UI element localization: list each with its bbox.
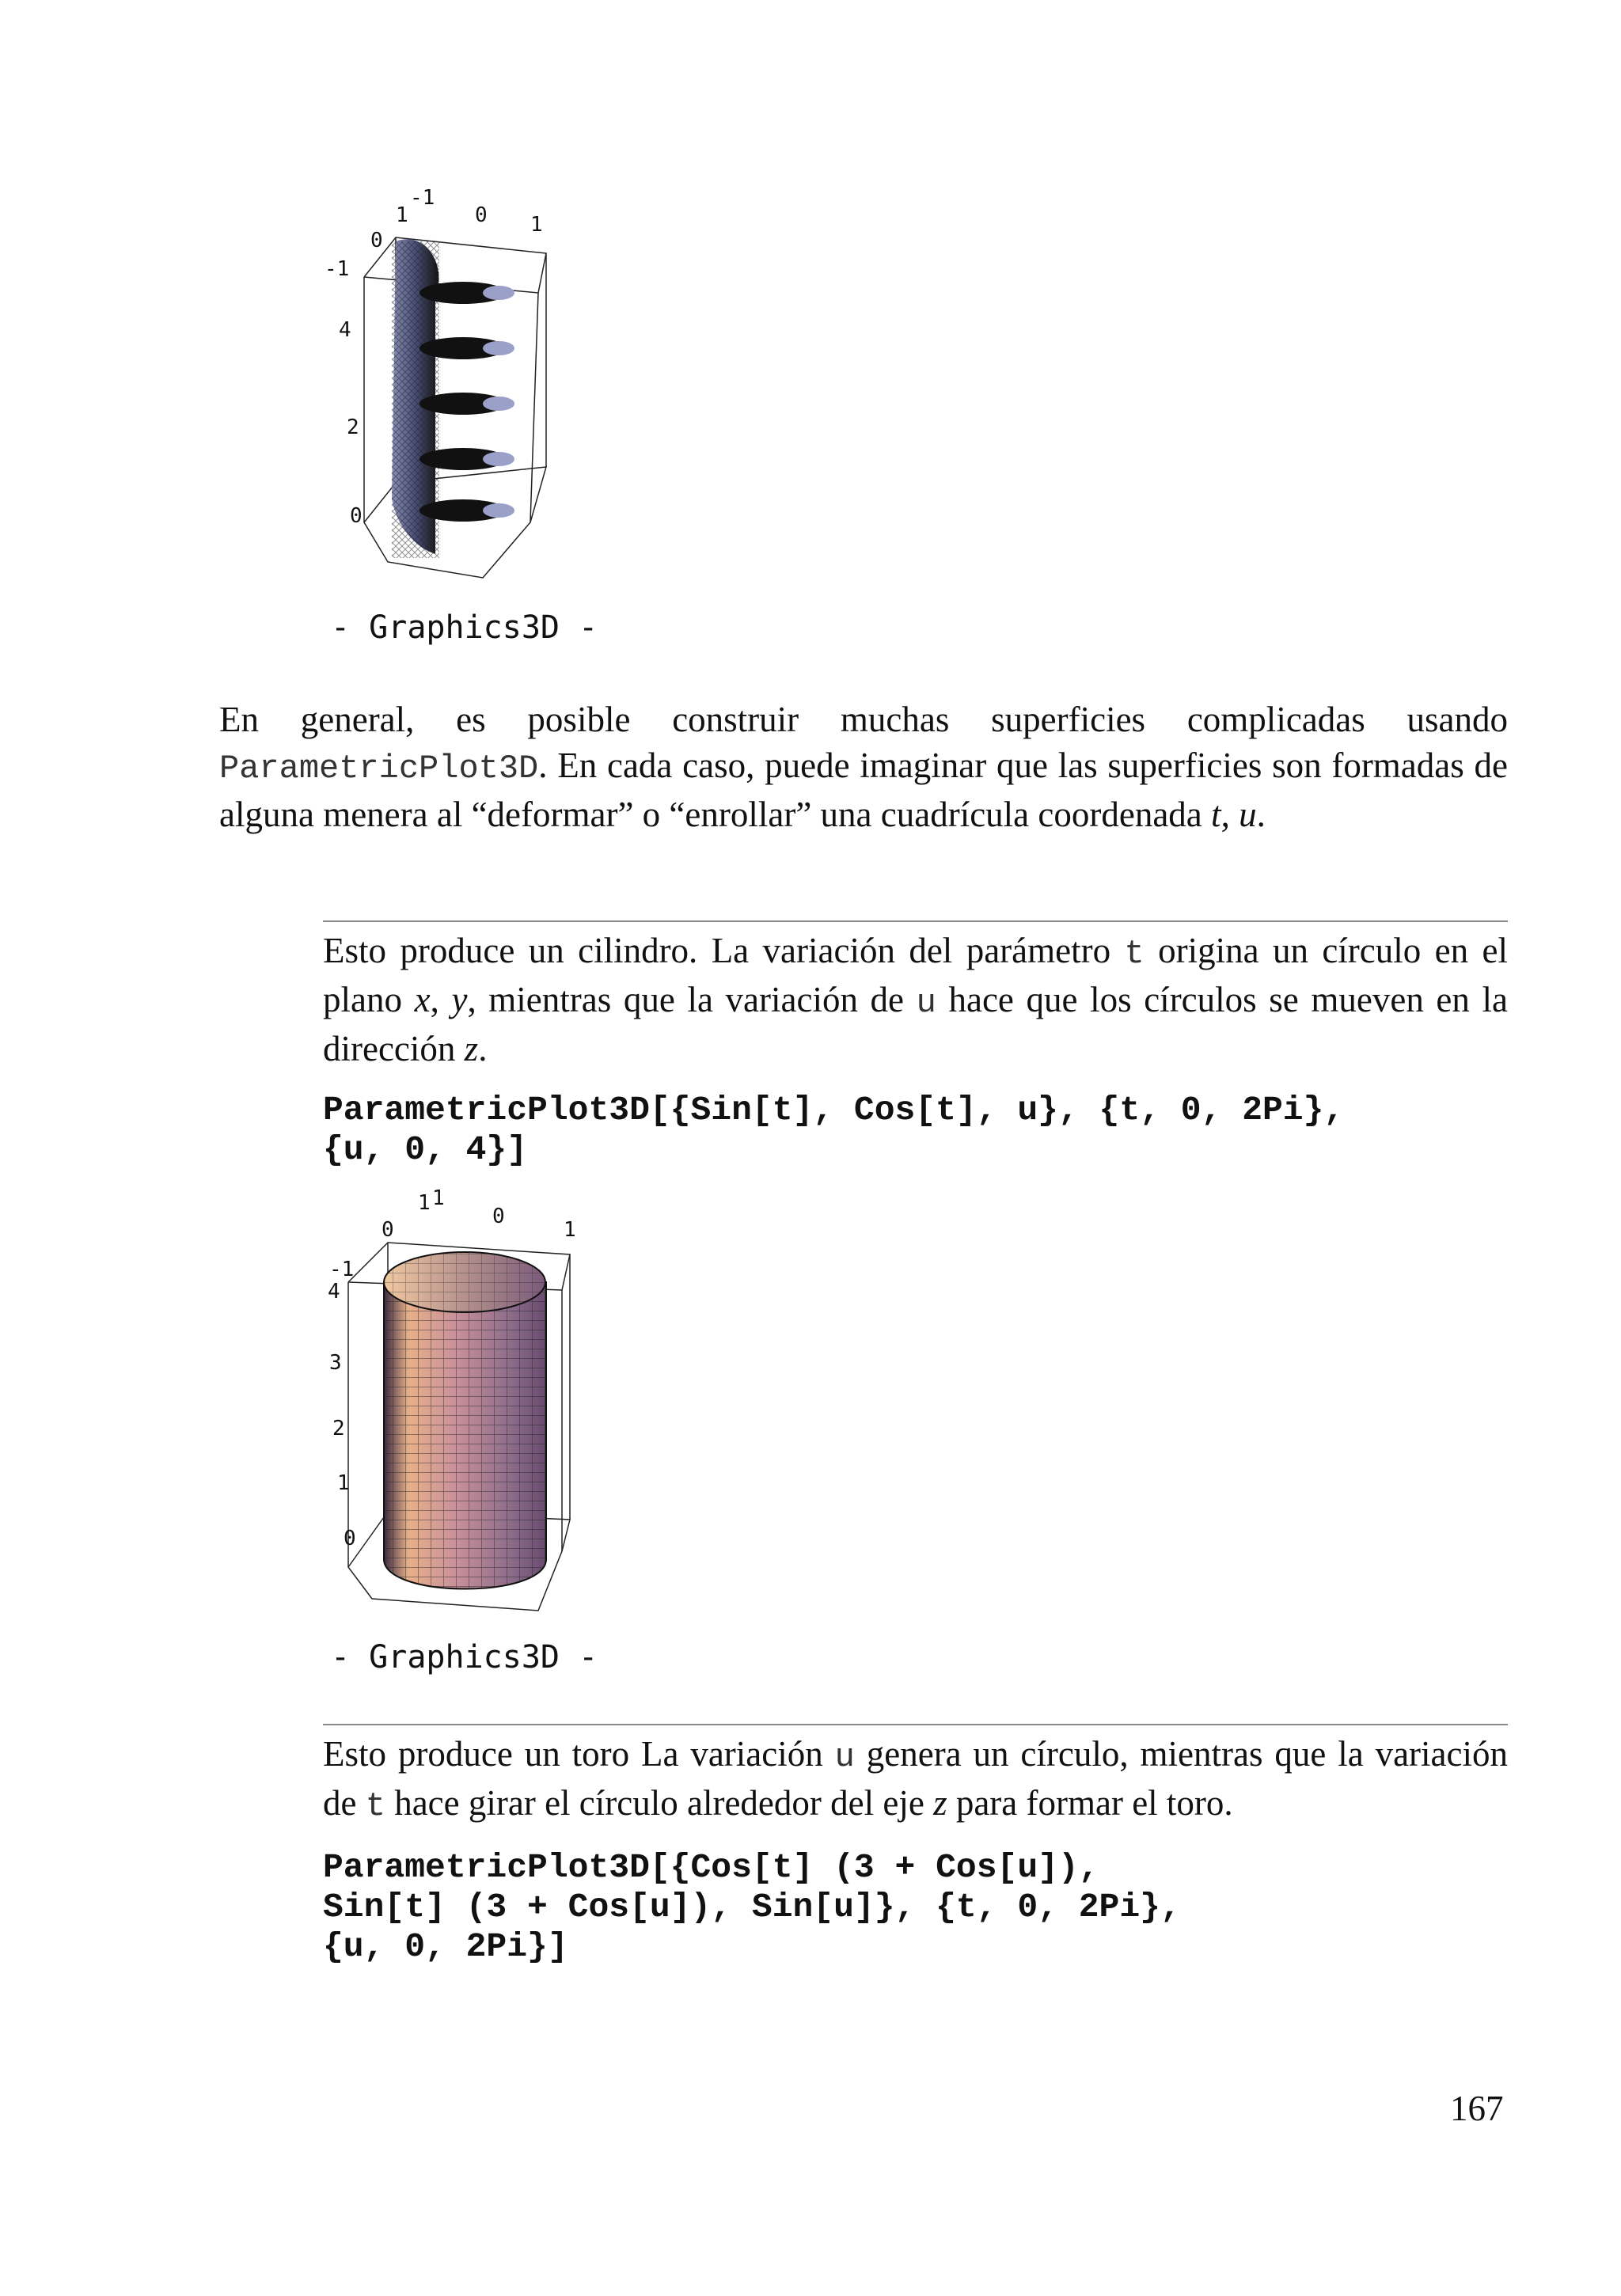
code-line: {u, 0, 2Pi}] [323, 1927, 568, 1966]
math-var: z [933, 1783, 947, 1823]
text-run: . [1256, 795, 1266, 834]
helical-surface-figure [317, 182, 578, 594]
text-run: . En cada caso, puede imaginar que las superficies son formadas de alguna menera al “deformar” o “enrollar” una cuadrícula coordenada [219, 746, 1508, 834]
tick-label: 1 [530, 213, 543, 237]
tick-label: 0 [382, 1218, 394, 1242]
text-run: , [1220, 795, 1239, 834]
tick-label: 3 [329, 1351, 342, 1375]
tick-label: 0 [475, 203, 488, 227]
code-line: {u, 0, 4}] [323, 1130, 528, 1169]
tick-label: 0 [344, 1527, 356, 1550]
tick-label: -1 [329, 1258, 355, 1281]
text-run: , mientras que la variación de [467, 980, 917, 1019]
page-number: 167 [1450, 2089, 1504, 2128]
text-run: Esto produce un cilindro. La variación del parámetro [323, 931, 1125, 970]
math-var: t [1211, 795, 1221, 834]
cylinder-svg [317, 1187, 602, 1615]
code-line: Sin[t] (3 + Cos[u]), Sin[u]}, {t, 0, 2Pi}, [323, 1888, 1181, 1926]
graphics3d-caption-2: - Graphics3D - [331, 1639, 598, 1676]
inline-code: u [834, 1738, 855, 1776]
text-run: origina un círculo en el plano [323, 931, 1508, 1019]
inline-code: t [365, 1787, 385, 1825]
torus-description [323, 1731, 1508, 1829]
inline-code: ParametricPlot3D [219, 750, 539, 787]
tick-label: 4 [339, 318, 351, 342]
tick-label: 2 [332, 1417, 345, 1440]
text-run: genera un círculo, mientras que la variación de [323, 1734, 1508, 1823]
text-run: . [478, 1029, 488, 1068]
helical-surface-svg [317, 182, 578, 594]
intro-paragraph [219, 696, 1508, 837]
section-divider [323, 920, 1508, 922]
text-run: hace que los círculos se mueven en la dirección [323, 980, 1508, 1068]
code-line: ParametricPlot3D[{Sin[t], Cos[t], u}, {t, 0, 2Pi}, [323, 1091, 1345, 1129]
inline-code: u [916, 984, 936, 1022]
text-run: En general, es posible construir muchas superficies complicadas usando [219, 700, 1508, 739]
inline-code: t [1124, 935, 1145, 973]
tick-label: 0 [370, 229, 383, 252]
tick-label: 1 [564, 1218, 576, 1242]
tick-label: -1 [410, 186, 435, 210]
tick-label: 2 [347, 416, 359, 439]
tick-label: 1 [432, 1187, 445, 1210]
section-divider [323, 1724, 1508, 1725]
math-var: z [464, 1029, 479, 1068]
text-run: para formar el toro. [947, 1783, 1233, 1823]
tick-label: 0 [350, 504, 363, 528]
tick-label: 1 [418, 1191, 431, 1215]
cylinder-figure [317, 1187, 602, 1615]
cylinder-mesh [384, 1282, 546, 1589]
tick-label: -1 [325, 257, 350, 281]
torus-code-block [323, 1848, 1181, 1967]
math-var: x [414, 980, 431, 1019]
text-run: , [430, 980, 452, 1019]
cylinder-top-mesh [384, 1252, 545, 1312]
math-var: u [1239, 795, 1257, 834]
tick-label: 1 [337, 1471, 350, 1495]
tick-label: 0 [492, 1205, 505, 1228]
text-run: hace girar el círculo alrededor del eje [385, 1783, 934, 1823]
text-run: Esto produce un toro La variación [323, 1734, 835, 1774]
tick-label: 4 [328, 1280, 340, 1304]
graphics3d-caption-1: - Graphics3D - [331, 609, 598, 646]
code-line: ParametricPlot3D[{Cos[t] (3 + Cos[u]), [323, 1848, 1099, 1887]
cylinder-description [323, 928, 1508, 1072]
tick-label: 1 [396, 203, 408, 227]
cylinder-code-block [323, 1091, 1344, 1170]
math-var: y [451, 980, 468, 1019]
